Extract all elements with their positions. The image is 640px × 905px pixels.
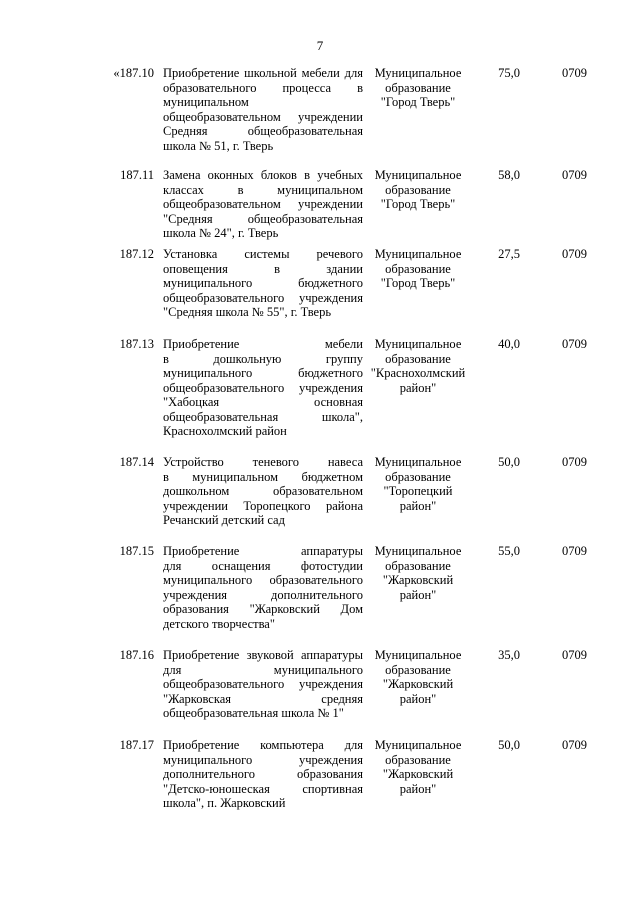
budget-code: 0709 [562,337,587,351]
amount: 75,0 [498,66,520,80]
municipality-line: Муниципальное [374,247,462,261]
budget-code: 0709 [562,738,587,752]
municipality-line: образование [385,469,451,484]
item-description [163,455,363,528]
budget-code: 0709 [562,455,587,469]
municipality-line: "Жарковский [382,573,454,587]
municipality-line: Муниципальное [374,544,462,558]
municipality-line: район" [399,380,437,395]
municipality-line: район" [399,498,437,513]
amount: 58,0 [498,168,520,182]
description-line: школа № 24", г. Тверь [163,226,279,240]
municipality-line: район" [399,587,437,602]
municipality [368,738,468,796]
municipality-line: "Торопецкий [383,484,453,498]
description-line: дополнительного образования [163,767,363,781]
item-number: 187.11 [120,168,154,182]
description-line: "Хабоцкая основная [163,395,363,409]
municipality [368,337,468,395]
description-line: для муниципального [163,662,363,677]
item-number: 187.16 [119,648,154,662]
description-line: "Жарковская средняя [163,691,363,706]
description-line: Устройство теневого навеса [163,455,363,469]
description-line: учреждения дополнительного [163,587,363,602]
item-description [163,66,363,153]
municipality-line: "Город Тверь" [380,95,456,109]
description-line: Приобретение мебели [163,337,363,351]
description-line: классах в муниципальном [163,182,363,197]
municipality-line: образование [385,351,451,366]
description-line: "Средняя общеобразовательная [163,211,363,226]
description-line: школа № 51, г. Тверь [163,138,274,153]
amount: 27,5 [498,247,520,261]
description-line: Средняя общеобразовательная [163,124,363,138]
description-line: для оснащения фотостудии [163,558,363,573]
municipality-line: Муниципальное [374,738,462,752]
municipality-line: "Город Тверь" [380,276,456,290]
description-line: в муниципальном бюджетном [163,469,363,484]
item-number: 187.14 [119,455,154,469]
item-description [163,337,363,439]
municipality [368,66,468,110]
municipality-line: образование [385,80,451,95]
municipality-line: "Жарковский [382,767,454,781]
municipality-line: Муниципальное [374,168,462,182]
description-line: оповещения в здании [163,261,363,276]
description-line: муниципальном [163,95,249,109]
description-line: Речанский детский сад [163,513,285,527]
municipality [368,648,468,706]
municipality-line: район" [399,691,437,706]
description-line: Приобретение звуковой аппаратуры [163,648,363,662]
item-number: 187.15 [119,544,154,558]
municipality-line: Муниципальное [374,455,462,469]
description-line: детского творчества" [163,616,275,631]
item-description [163,168,363,241]
description-line: Замена оконных блоков в учебных [163,168,363,182]
item-description [163,648,363,721]
description-line: в дошкольную группу [163,351,363,366]
description-line: муниципального учреждения [163,752,363,767]
description-line: школа", п. Жарковский [163,796,286,810]
description-line: учреждении Торопецкого района [163,498,363,513]
description-line: общеобразовательного учреждения [163,677,363,691]
item-number: 187.13 [119,337,154,351]
municipality [368,247,468,291]
description-line: общеобразовательного учреждения [163,290,363,305]
description-line: общеобразовательная школа", [163,409,363,424]
description-line: образования "Жарковский Дом [163,602,363,616]
description-line: муниципального образовательного [163,573,363,587]
budget-code: 0709 [562,66,587,80]
description-line: Установка системы речевого [163,247,363,261]
page-number: 7 [316,38,324,53]
amount: 50,0 [498,455,520,469]
description-line: Приобретение компьютера для [163,738,363,752]
municipality-line: "Жарковский [382,677,454,691]
description-line: "Детско-юношеская спортивная [163,781,363,796]
municipality-line: "Город Тверь" [380,197,456,211]
item-description [163,247,363,320]
municipality-line: район" [399,781,437,796]
municipality-line: образование [385,662,451,677]
budget-code: 0709 [562,544,587,558]
amount: 35,0 [498,648,520,662]
item-number: 187.12 [119,247,154,261]
description-line: Краснохолмский район [163,424,287,438]
municipality-line: Муниципальное [374,648,462,662]
description-line: дошкольном образовательном [163,484,363,498]
municipality [368,544,468,602]
municipality-line: образование [385,752,451,767]
description-line: общеобразовательном учреждении [163,109,363,124]
item-number: 187.17 [119,738,154,752]
description-line: муниципального бюджетного [163,366,363,380]
description-line: образовательного процесса в [163,80,363,95]
municipality-line: образование [385,182,451,197]
budget-code: 0709 [562,247,587,261]
amount: 55,0 [498,544,520,558]
item-description [163,738,363,811]
budget-code: 0709 [562,168,587,182]
description-line: общеобразовательная школа № 1" [163,706,344,720]
description-line: муниципального бюджетного [163,276,363,290]
description-line: Приобретение школьной мебели для [163,66,363,80]
municipality-line: образование [385,558,451,573]
municipality-line: образование [385,261,451,276]
amount: 40,0 [498,337,520,351]
budget-code: 0709 [562,648,587,662]
municipality [368,168,468,212]
municipality-line: Муниципальное [374,66,462,80]
item-description [163,544,363,631]
municipality-line: Муниципальное [374,337,462,351]
municipality-line: "Краснохолмский [370,366,466,380]
description-line: Приобретение аппаратуры [163,544,363,558]
description-line: общеобразовательном учреждении [163,197,363,211]
amount: 50,0 [498,738,520,752]
item-number: «187.10 [113,66,154,80]
municipality [368,455,468,513]
description-line: "Средняя школа № 55", г. Тверь [163,305,332,319]
description-line: общеобразовательного учреждения [163,380,363,395]
